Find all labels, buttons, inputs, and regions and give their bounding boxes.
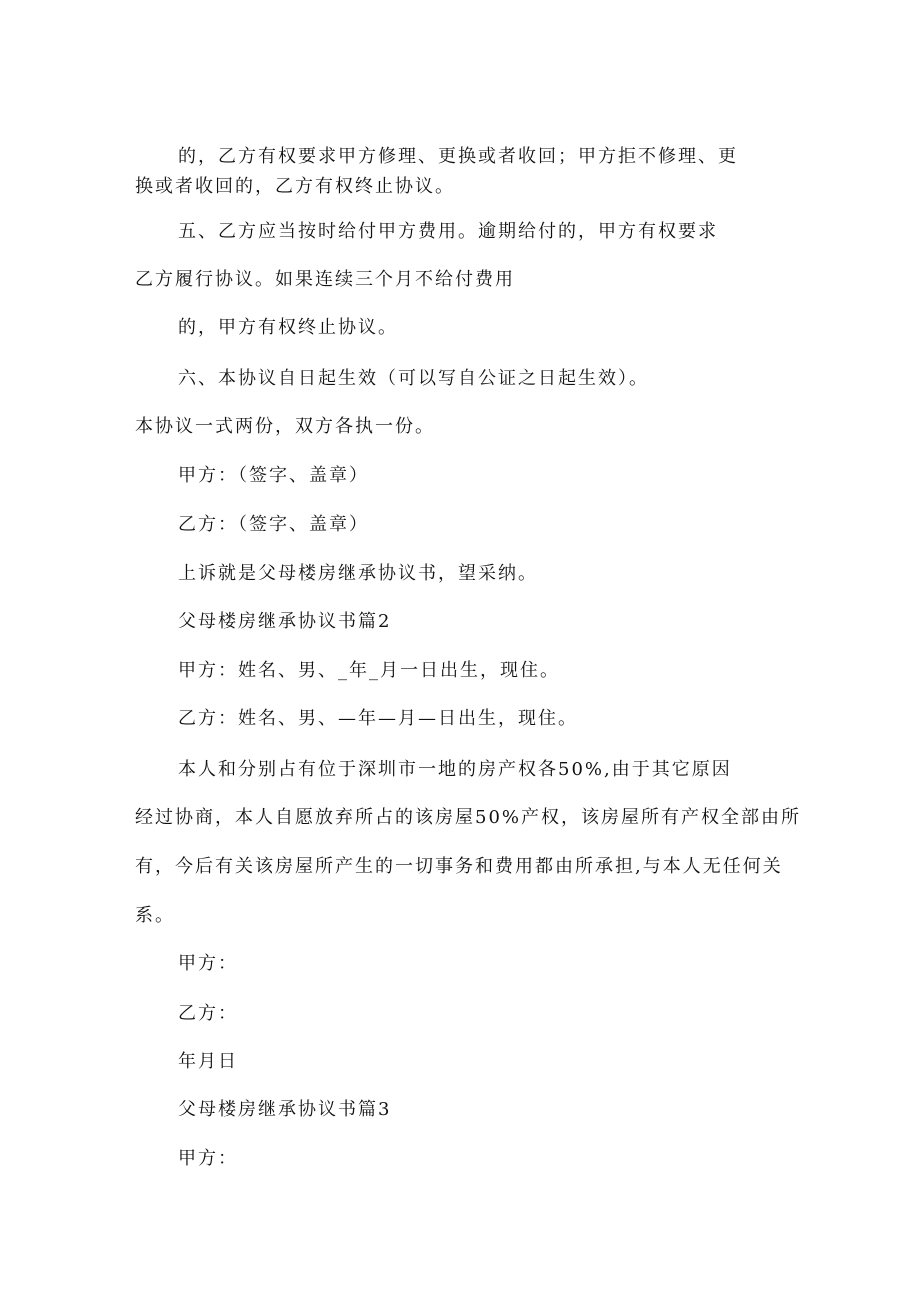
paragraph-line: 的，甲方有权终止协议。 [178, 317, 398, 338]
signature-line-party-b: 乙方： [178, 1003, 238, 1024]
paragraph-line: 换或者收回的，乙方有权终止协议。 [135, 176, 455, 197]
paragraph-line: 有，今后有关该房屋所产生的一切事务和费用都由所承担,与本人无任何关 [135, 856, 783, 877]
signature-line-party-a: 甲方：（签字、盖章） [178, 465, 369, 486]
paragraph-line: 系。 [135, 905, 175, 926]
paragraph-line: 五、乙方应当按时给付甲方费用。逾期给付的，甲方有权要求 [178, 221, 718, 242]
paragraph-line: 上诉就是父母楼房继承协议书，望采纳。 [178, 563, 538, 584]
paragraph-line: 甲方： [178, 1148, 238, 1169]
paragraph-line: 乙方：姓名、男、—年—月—日出生，现住。 [178, 708, 578, 729]
paragraph-line: 本协议一式两份，双方各执一份。 [135, 416, 435, 437]
paragraph-line: 甲方：姓名、男、_年_月一日出生，现住。 [178, 660, 560, 681]
paragraph-line: 本人和分别占有位于深圳市一地的房产权各50%,由于其它原因 [178, 759, 732, 780]
paragraph-line: 六、本协议自日起生效（可以写自公证之日起生效）。 [178, 368, 649, 389]
paragraph-line: 乙方履行协议。如果连续三个月不给付费用 [135, 269, 515, 290]
signature-line-party-b: 乙方：（签字、盖章） [178, 514, 369, 535]
section-heading: 父母楼房继承协议书篇3 [178, 1099, 392, 1120]
section-heading: 父母楼房继承协议书篇2 [178, 611, 392, 632]
paragraph-line: 经过协商，本人自愿放弃所占的该房屋50%产权，该房屋所有产权全部由所 [135, 807, 802, 828]
signature-line-party-a: 甲方： [178, 953, 238, 974]
date-line: 年月日 [178, 1051, 238, 1072]
paragraph-line: 的，乙方有权要求甲方修理、更换或者收回；甲方拒不修理、更 [178, 146, 738, 167]
